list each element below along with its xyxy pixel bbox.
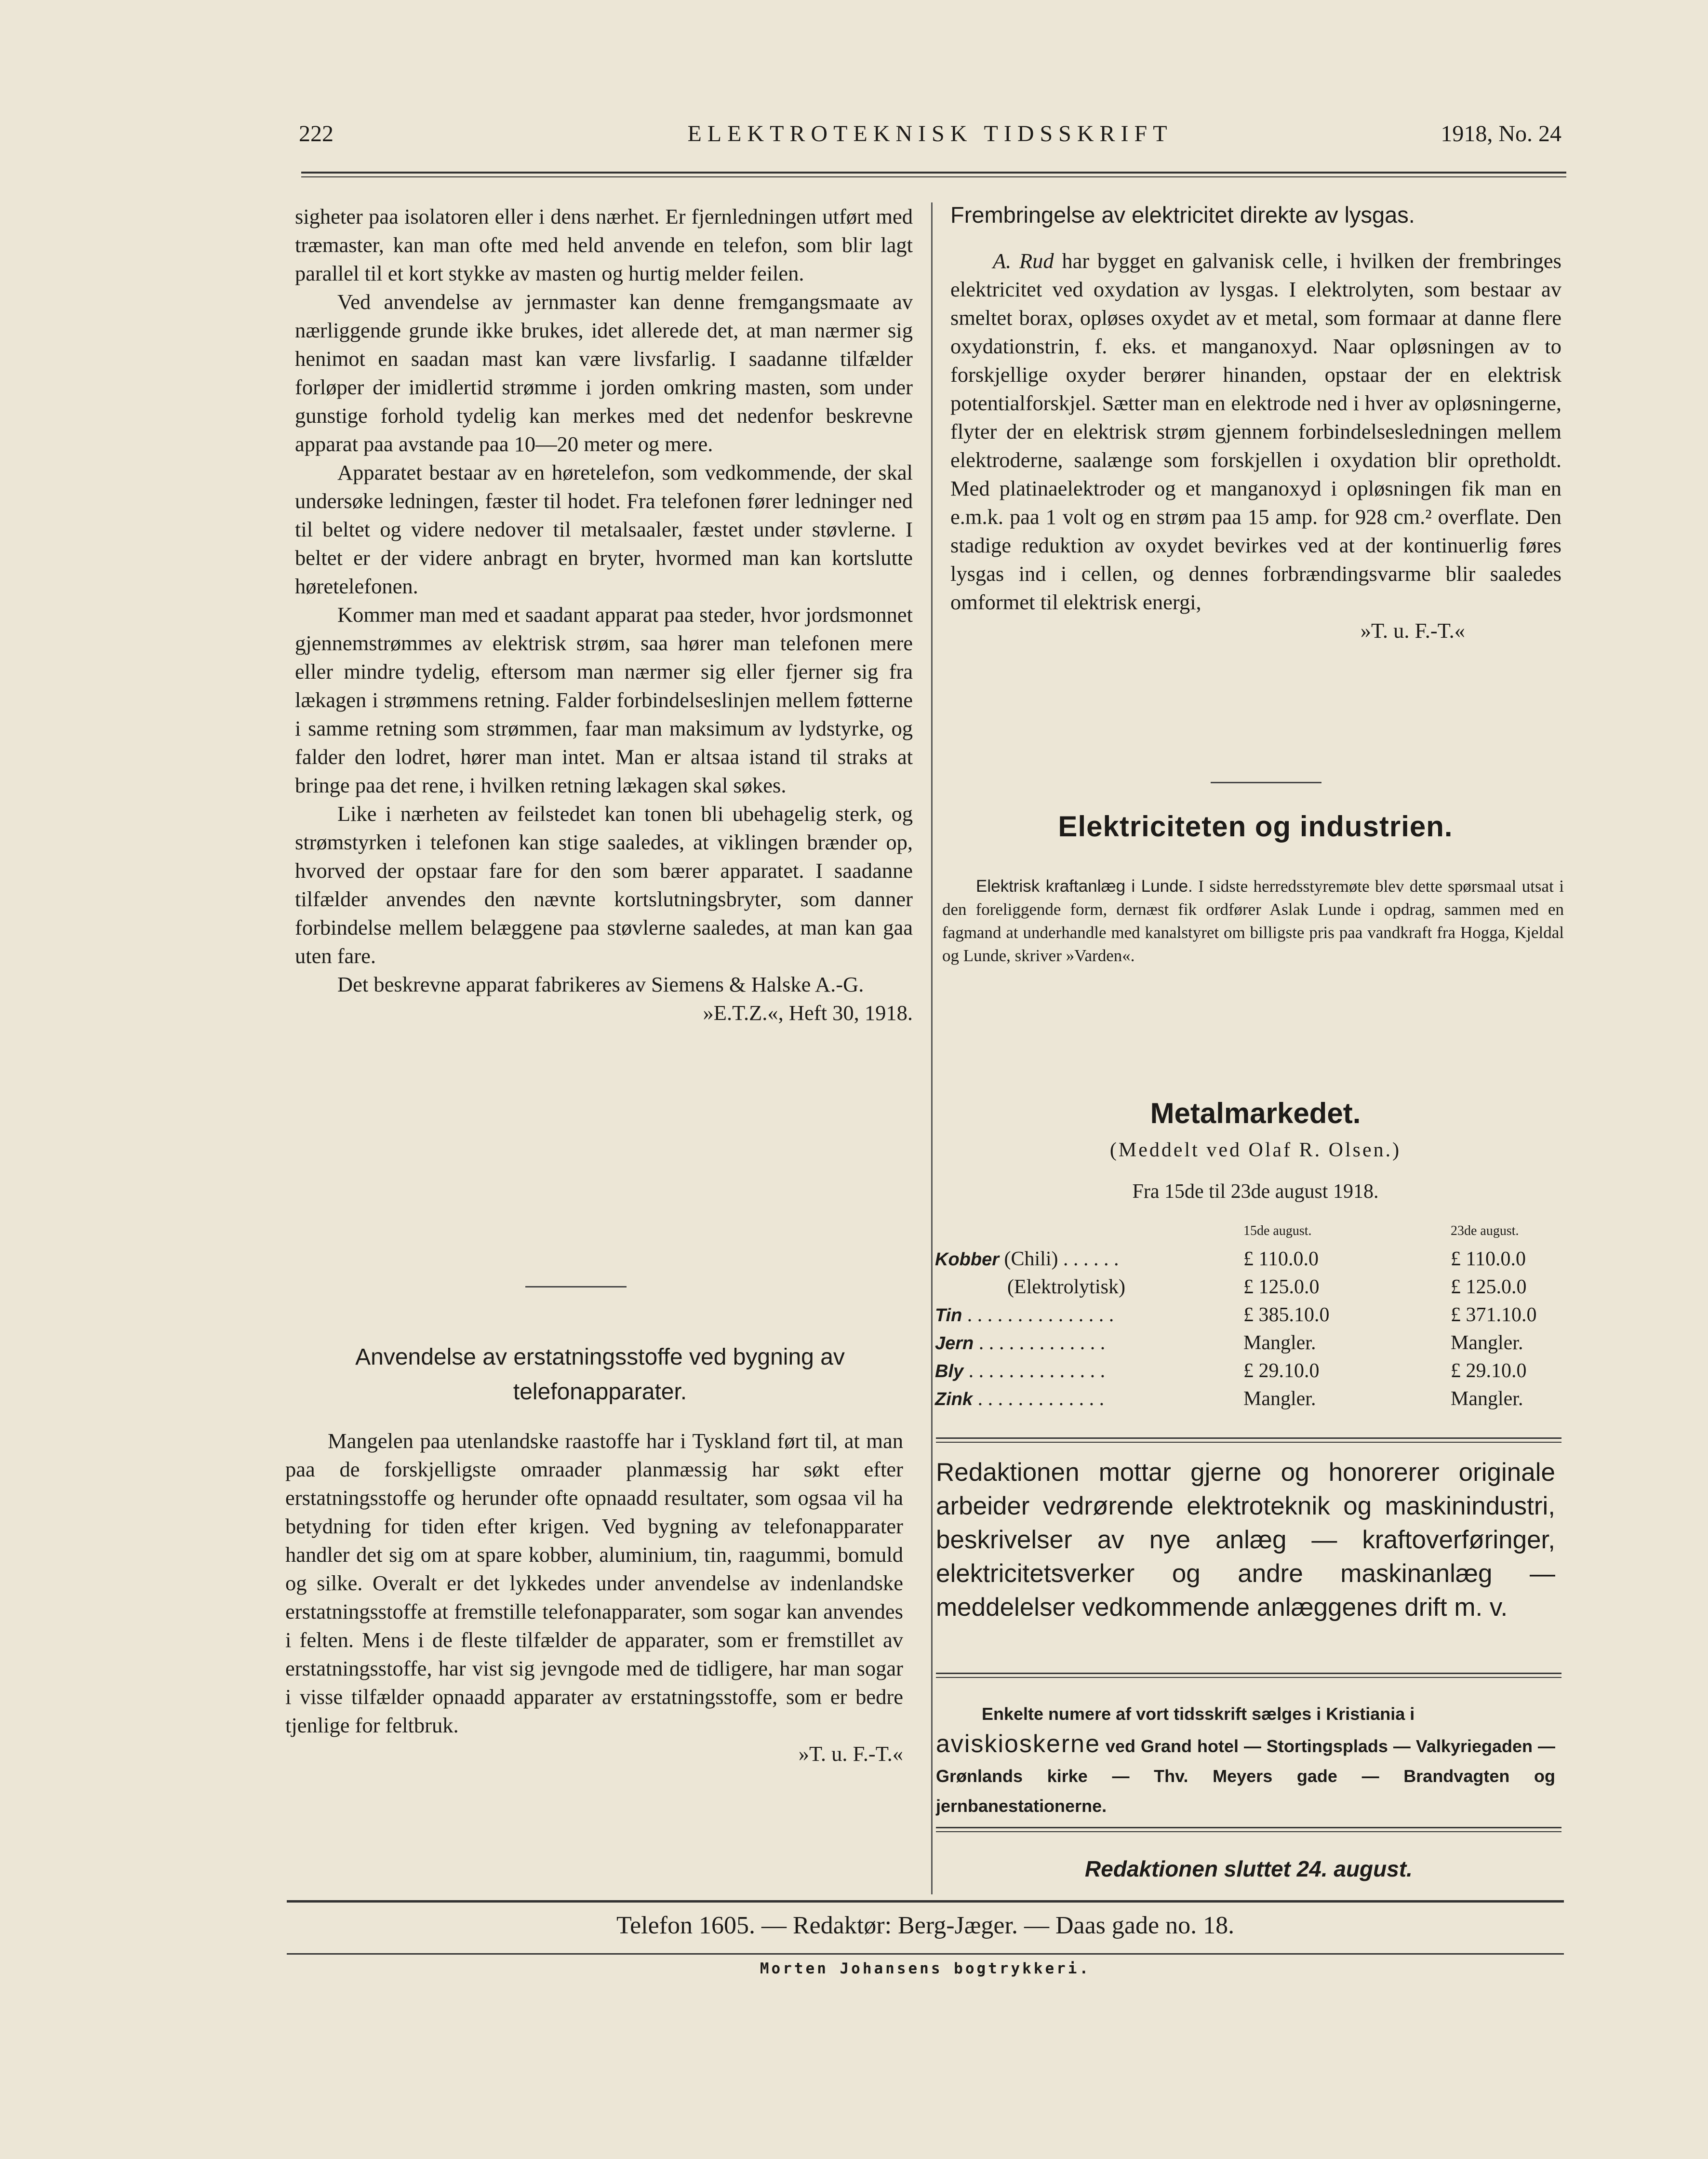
section-title: Elektriciteten og industrien. bbox=[1058, 810, 1453, 843]
rule bbox=[936, 1437, 1561, 1439]
author: A. Rud bbox=[993, 249, 1054, 273]
price-cell: £ 110.0.0 bbox=[1451, 1248, 1526, 1270]
paragraph: sigheter paa isolatoren eller i dens nærhet. Er fjernledningen utført med træmaster, kan man ofte med held anvende en telefon, som blir lagt parallel til et kort stykke av masten og hurtig melder feilen. bbox=[295, 204, 913, 285]
article-signature: »T. u. F.-T.« bbox=[1360, 618, 1465, 643]
section-lead: Elektrisk kraftanlæg i Lunde. bbox=[976, 877, 1193, 896]
metal-note: . . . . . . . . . . . . . bbox=[977, 1388, 1105, 1410]
metal-name: Bly bbox=[935, 1361, 964, 1381]
metal-name: Tin bbox=[935, 1305, 962, 1326]
metal-name: Zink bbox=[935, 1389, 973, 1409]
article-title-line: Anvendelse av erstatningsstoffe ved bygning av bbox=[355, 1344, 845, 1370]
notice-text: ved Grand hotel — Stortingsplads — Valkyriegaden — Grønlands kirke — Thv. Meyers gade — Brandvagten og jernbanestationerne. bbox=[936, 1736, 1555, 1816]
table-row bbox=[935, 1329, 1615, 1357]
rule-thin bbox=[936, 1831, 1561, 1832]
metal-market-credit: (Meddelt ved Olaf R. Olsen.) bbox=[1109, 1139, 1401, 1161]
printer-imprint: Morten Johansens bogtrykkeri. bbox=[760, 1960, 1091, 1977]
table-row bbox=[935, 1357, 1615, 1385]
paragraph: Mangelen paa utenlandske raastoffe har i Tyskland ført til, at man paa de forskjelligste omraader planmæssig har søkt efter erstatningsstoffe og herunder ofte opnaadd resultater, som ogsaa vil ha betydning for tiden efter krigen. Ved bygning av telefonapparater handler det sig om at spare kobber, aluminium, tin, raagummi, bomuld og silke. Overalt er det lykkedes under anvendelse av indenlandske erstatningsstoffe at fremstille telefonapparater, som sogar kan anvendes i felten. Mens i de fleste tilfælder de apparater, som er fremstillet av erstatningsstoffe, har vist sig jevngode med de tidligere, har man sogar i visse tilfælder opnaadd apparater av erstatningsstoffe, som er bedre tjenlige for feltbruk. bbox=[285, 1429, 903, 1737]
sales-notice bbox=[936, 1699, 1555, 1821]
metal-note: . . . . . . . . . . . . . . bbox=[968, 1360, 1106, 1382]
price-cell: Mangler. bbox=[1451, 1332, 1523, 1354]
table-row bbox=[935, 1385, 1615, 1413]
table-row bbox=[935, 1301, 1615, 1329]
closing-note: Redaktionen sluttet 24. august. bbox=[1085, 1856, 1413, 1881]
paragraph: I sidste herredsstyremøte blev dette spørsmaal utsat i den foreliggende form, dernæst fik ordfører Aslak Lunde i opdrag, sammen med en fagmand at underhandle med kanalstyret om billigste pris paa vandkraft fra Hogga, Kjeldal og Lunde, skriver »Varden«. bbox=[942, 877, 1564, 965]
paragraph: Apparatet bestaar av en høretelefon, som vedkommende, der skal undersøke ledningen, fæster til hodet. Fra telefonen fører ledninger ned til beltet og videre nedover til metalsaaler, fæstet under støvlerne. I beltet er der videre anbragt en bryter, hvormed man kan kortslutte høretelefonen. bbox=[295, 460, 913, 598]
notice-line: Enkelte numere af vort tidsskrift sælges i Kristiania i bbox=[982, 1704, 1415, 1724]
footer-contact: Telefon 1605. — Redaktør: Berg-Jæger. — Daas gade no. 18. bbox=[616, 1912, 1235, 1939]
table-row bbox=[935, 1245, 1615, 1273]
footer-rule bbox=[287, 1900, 1564, 1903]
rule bbox=[936, 1673, 1561, 1674]
kiosk-name: aviskioskerne bbox=[936, 1730, 1101, 1758]
article-title: Frembringelse av elektricitet direkte av lysgas. bbox=[950, 202, 1415, 228]
footer-rule-lower bbox=[287, 1953, 1564, 1955]
source-citation: »E.T.Z.«, Heft 30, 1918. bbox=[703, 1001, 913, 1025]
paragraph: Ved anvendelse av jernmaster kan denne fremgangsmaate av nærliggende grunde ikke brukes, idet allerede det, at man nærmer sig henimot en saadan mast kan være livsfarlig. I saadanne tilfælder forløper der imidlertid strømme i jorden omkring masten, som under gunstige forhold tydelig kan merkes med det nedenfor beskrevne apparat paa avstande paa 10—20 meter og mere. bbox=[295, 290, 913, 456]
price-cell: £ 29.10.0 bbox=[1243, 1360, 1320, 1382]
price-cell: Mangler. bbox=[1243, 1388, 1316, 1410]
paragraph: Kommer man med et saadant apparat paa steder, hvor jordsmonnet gjennemstrømmes av elektrisk strøm, saa hører man telefonen mere eller mindre tydelig, eftersom man nærmer sig eller fjerner sig fra lækagen i strømmens retning. Falder forbindelseslinjen mellem føtterne i samme retning som strømmen, faar man maksimum av lydstyrke, og falder den lodret, hører man intet. Man er altsaa istand til straks at bringe paa det rene, i hvilken retning lækagen skal søkes. bbox=[295, 603, 913, 797]
separator bbox=[1211, 782, 1321, 783]
price-cell: £ 385.10.0 bbox=[1243, 1304, 1330, 1326]
paragraph: har bygget en galvanisk celle, i hvilken der frembringes elektricitet ved oxydation av lysgas. I elektrolyten, som bestaar av smeltet borax, opløses oxydet av et metal, som formaar at danne flere oxydationstrin, f. eks. et manganoxyd. Naar opløsningen av to forskjellige oxyder berører hinanden, opstaar der en elektrisk potentialforskjel. Sætter man en elektrode ned i hver av opløsningerne, flyter der en elektrisk strøm gjennem forbindelsesledningen mellem elektroderne, saalænge som forskjellen i oxydation blir opretholdt. Med platinaelektroder og et manganoxyd i opløsningen fik man en e.m.k. paa 1 volt og en strøm paa 15 amp. for 928 cm.² overflate. Den stadige reduktion av oxydet bevirkes ved at der kontinuerlig føres lysgas ind i cellen, og dennes forbrændingsvarme blir saaledes omformet til elektrisk energi, bbox=[950, 249, 1562, 614]
article-title bbox=[284, 1340, 916, 1409]
column-header: 15de august. bbox=[1243, 1223, 1312, 1238]
column-header: 23de august. bbox=[1451, 1223, 1519, 1238]
rule bbox=[936, 1827, 1561, 1828]
paragraph: Like i nærheten av feilstedet kan tonen bli ubehagelig sterk, og strømstyrken i telefonen kan stige saaledes, at viklingen brænder op, hvorved der opstaar fare for den som bærer apparatet. I saadanne tilfælder anvendes den nævnte kortslutningsbryter, som danner forbindelse mellem belæggene paa støvlerne saaledes, at man kan gaa uten fare. bbox=[295, 802, 913, 968]
column-divider bbox=[931, 202, 933, 1894]
price-cell: £ 110.0.0 bbox=[1243, 1248, 1319, 1270]
price-cell: £ 125.0.0 bbox=[1243, 1276, 1320, 1298]
metal-name: Kobber bbox=[935, 1249, 999, 1270]
metal-note: (Elektrolytisk) bbox=[1007, 1276, 1125, 1298]
issue-number: 1918, No. 24 bbox=[1441, 121, 1561, 147]
rule-thin bbox=[936, 1677, 1561, 1678]
journal-title: ELEKTROTEKNISK TIDSSKRIFT bbox=[687, 121, 1173, 147]
price-cell: £ 125.0.0 bbox=[1451, 1276, 1527, 1298]
table-header-row bbox=[935, 1217, 1615, 1245]
price-cell: £ 29.10.0 bbox=[1451, 1360, 1527, 1382]
metal-note: (Chili) . . . . . . bbox=[1004, 1248, 1119, 1270]
page-header bbox=[299, 121, 1561, 154]
article-body bbox=[285, 1427, 903, 1768]
header-rule bbox=[301, 172, 1566, 174]
metal-price-table bbox=[935, 1217, 1615, 1413]
metal-market-period: Fra 15de til 23de august 1918. bbox=[1132, 1180, 1379, 1203]
rule-thin bbox=[936, 1442, 1561, 1443]
article-title-line: telefonapparater. bbox=[513, 1379, 687, 1405]
price-cell: £ 371.10.0 bbox=[1451, 1304, 1537, 1326]
metal-market-title: Metalmarkedet. bbox=[1150, 1097, 1361, 1129]
metal-note: . . . . . . . . . . . . . bbox=[978, 1332, 1106, 1354]
paragraph: Det beskrevne apparat fabrikeres av Siemens & Halske A.-G. bbox=[337, 972, 864, 996]
price-cell: Mangler. bbox=[1243, 1332, 1316, 1354]
article-signature: »T. u. F.-T.« bbox=[798, 1742, 903, 1766]
price-cell: Mangler. bbox=[1451, 1388, 1523, 1410]
article-body bbox=[950, 247, 1561, 645]
table-row bbox=[935, 1273, 1615, 1301]
metal-name: Jern bbox=[935, 1333, 974, 1354]
left-column bbox=[295, 202, 913, 1027]
metal-note: . . . . . . . . . . . . . . . bbox=[967, 1304, 1114, 1326]
page-number: 222 bbox=[299, 121, 334, 147]
separator bbox=[525, 1286, 627, 1287]
header-rule-thin bbox=[301, 176, 1566, 177]
section-body bbox=[942, 875, 1564, 967]
editorial-notice: Redaktionen mottar gjerne og honorerer originale arbeider vedrørende elektroteknik og maskinindustri, beskrivelser av nye anlæg — kraftoverføringer, elektricitetsverker og andre maskinanlæg — meddelelser vedkommende anlæggenes drift m. v. bbox=[936, 1458, 1555, 1622]
